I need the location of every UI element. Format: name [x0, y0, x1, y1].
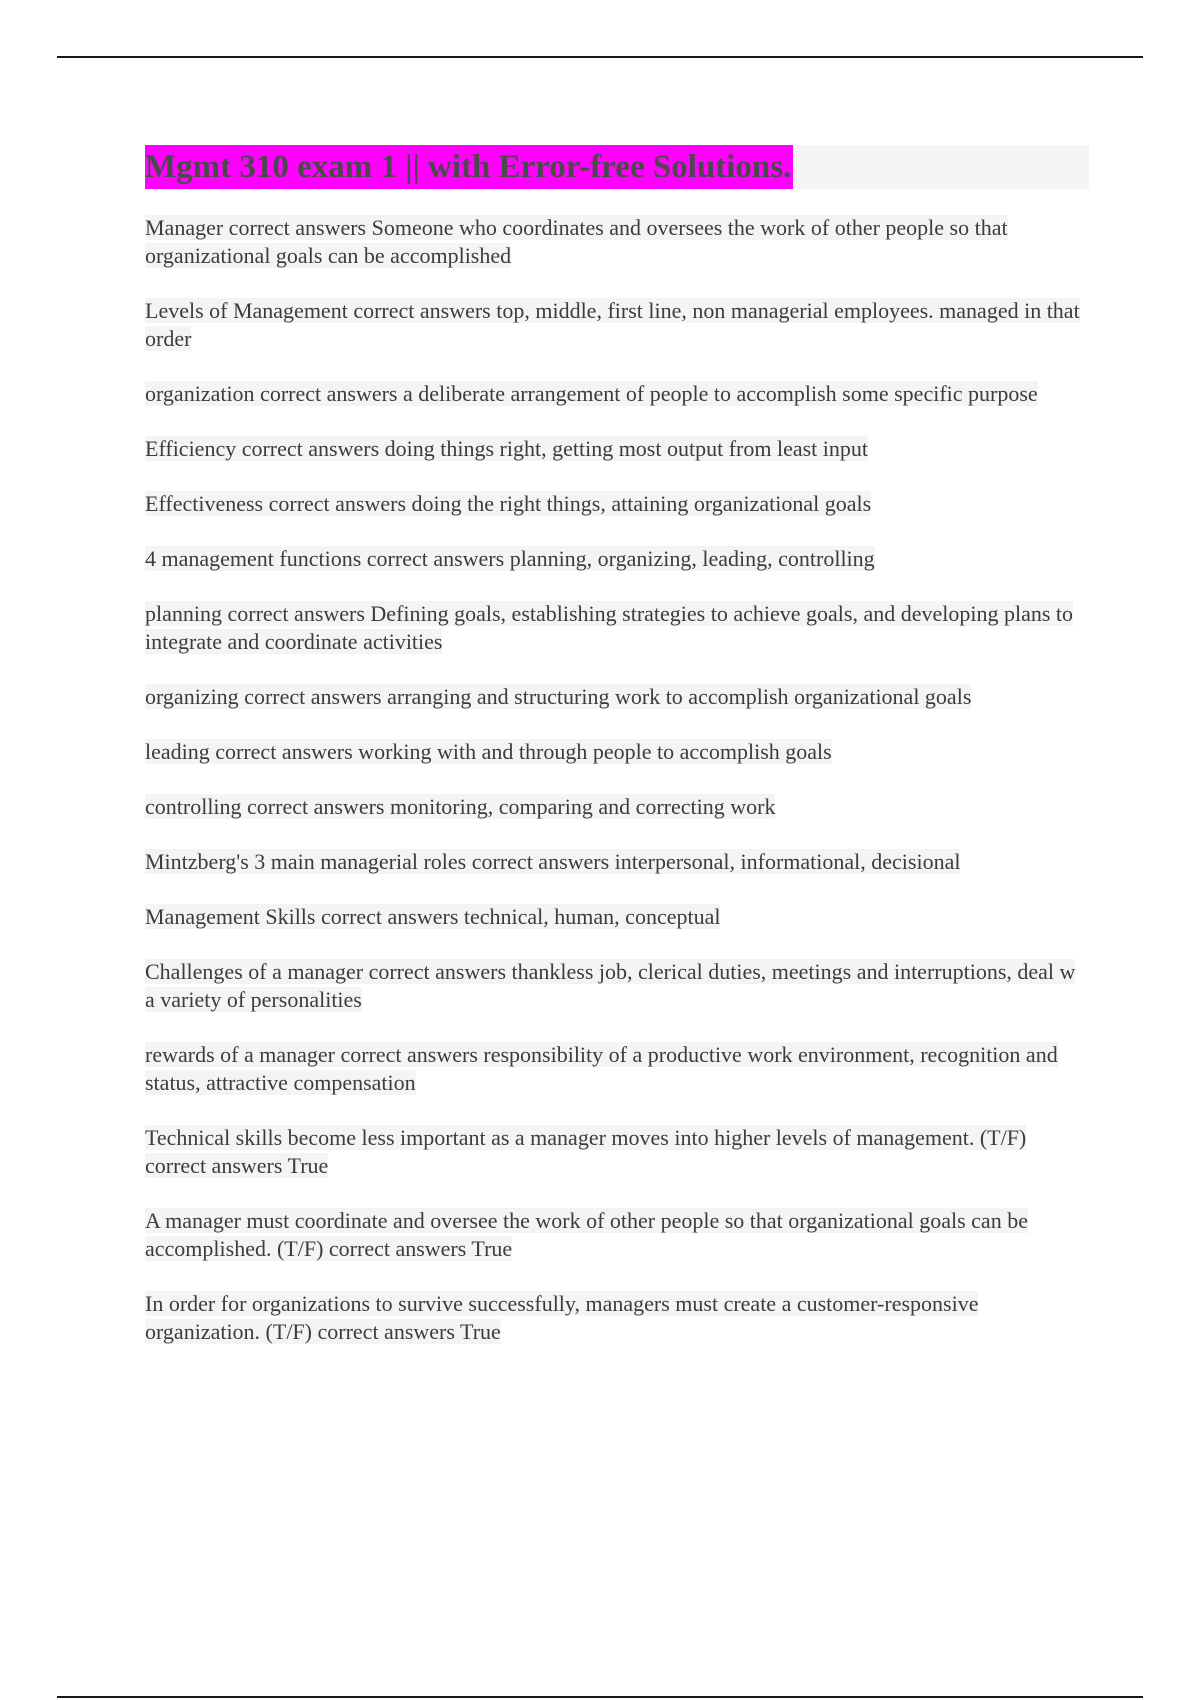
qa-item: Levels of Management correct answers top, middle, first line, non managerial employees. managed in that order [145, 298, 1080, 351]
header-rule [57, 56, 1143, 58]
qa-item: Efficiency correct answers doing things right, getting most output from least input [145, 436, 869, 461]
qa-item: Effectiveness correct answers doing the right things, attaining organizational goals [145, 491, 872, 516]
qa-item: controlling correct answers monitoring, comparing and correcting work [145, 794, 776, 819]
title-bar [145, 145, 1089, 189]
qa-item: Challenges of a manager correct answers thankless job, clerical duties, meetings and interruptions, deal w a variety of personalities [145, 959, 1076, 1012]
qa-item: rewards of a manager correct answers responsibility of a productive work environment, recognition and status, attractive compensation [145, 1042, 1058, 1095]
qa-item: Technical skills become less important as a manager moves into higher levels of management. (T/F) correct answers True [145, 1125, 1027, 1178]
qa-item: 4 management functions correct answers planning, organizing, leading, controlling [145, 546, 875, 571]
qa-item: Mintzberg's 3 main managerial roles correct answers interpersonal, informational, decisional [145, 849, 961, 874]
qa-item: In order for organizations to survive successfully, managers must create a customer-responsive organization. (T/F) correct answers True [145, 1291, 979, 1344]
qa-item: leading correct answers working with and through people to accomplish goals [145, 739, 832, 764]
document-title: Mgmt 310 exam 1 || with Error-free Solutions. [145, 145, 793, 189]
document-body [145, 145, 1089, 1373]
qa-item: organization correct answers a deliberate arrangement of people to accomplish some specific purpose [145, 381, 1038, 406]
qa-item: planning correct answers Defining goals, establishing strategies to achieve goals, and developing plans to integrate and coordinate activities [145, 601, 1074, 654]
qa-item: A manager must coordinate and oversee the work of other people so that organizational goals can be accomplished. (T/F) correct answers True [145, 1208, 1028, 1261]
qa-item: organizing correct answers arranging and structuring work to accomplish organizational goals [145, 684, 972, 709]
footer-rule [57, 1696, 1143, 1698]
qa-item: Management Skills correct answers technical, human, conceptual [145, 904, 721, 929]
qa-item: Manager correct answers Someone who coordinates and oversees the work of other people so that organizational goals can be accomplished [145, 215, 1008, 268]
